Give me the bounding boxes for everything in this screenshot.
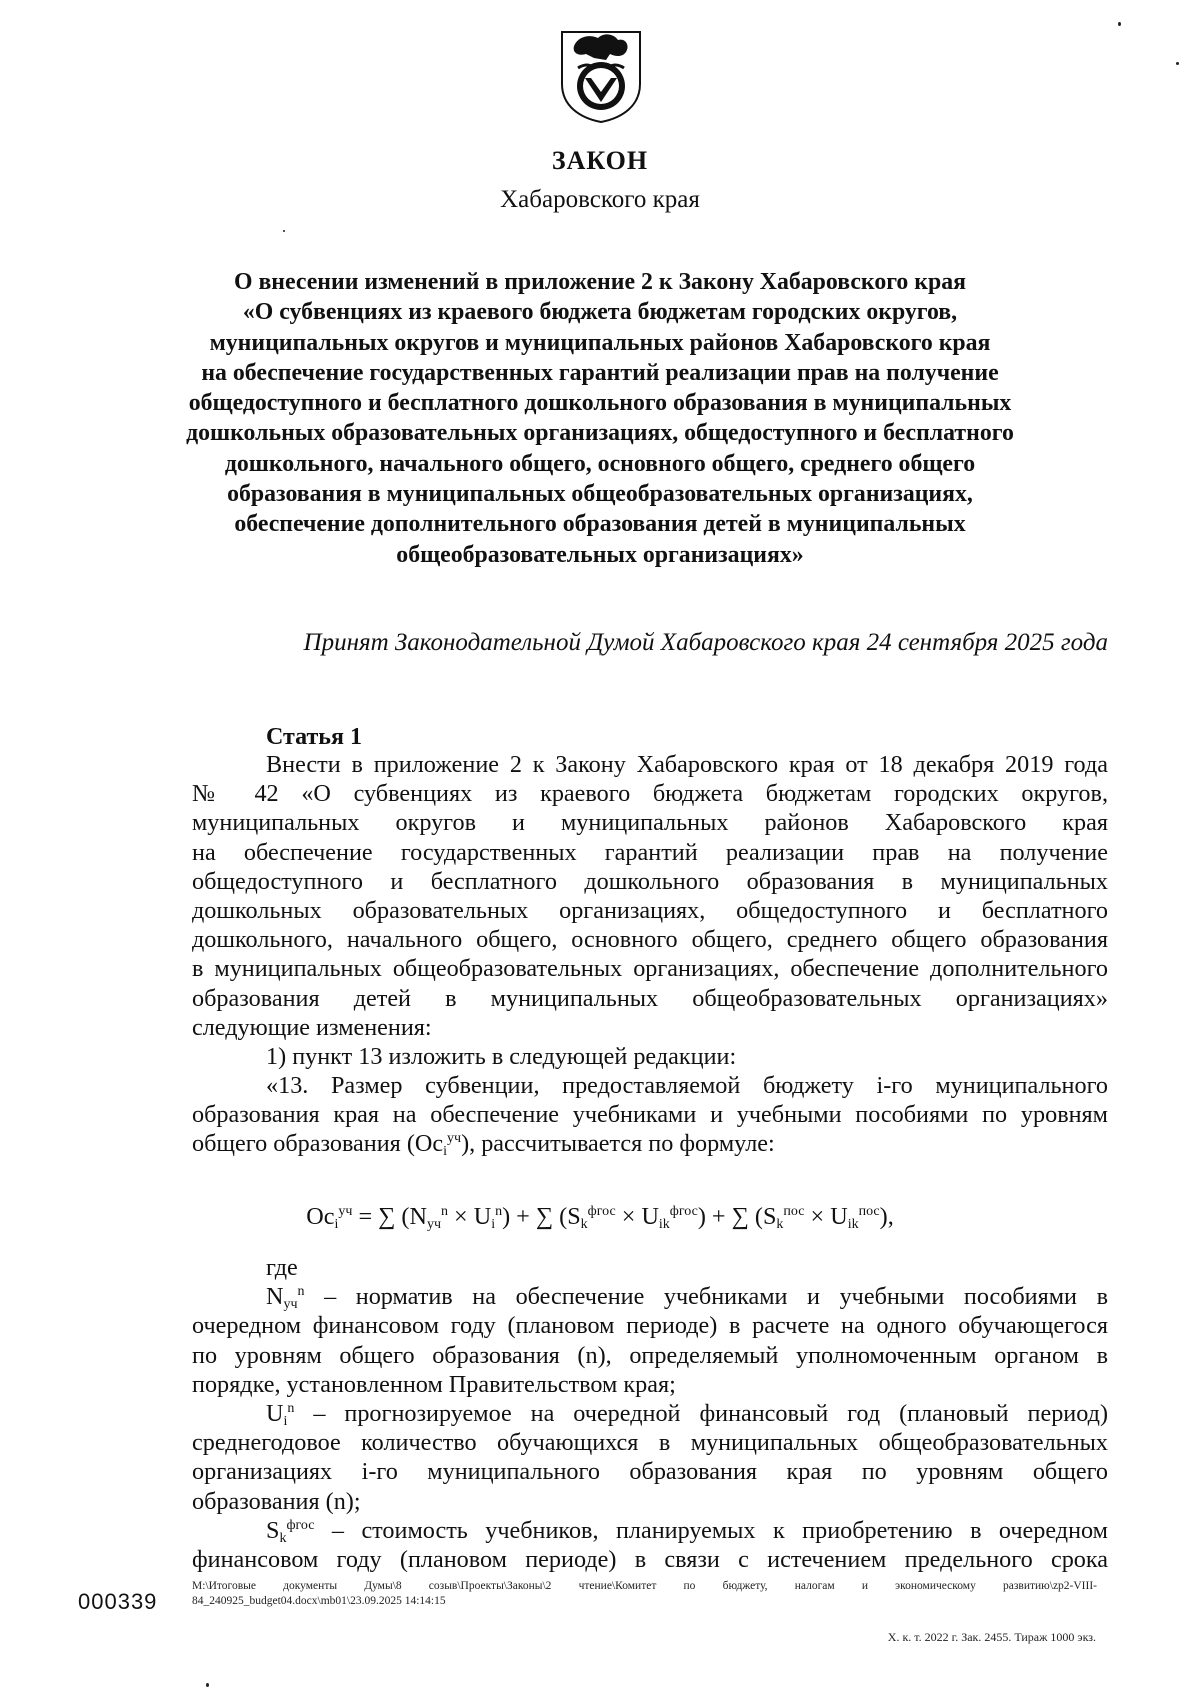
heading-line: дошкольного, начального общего, основного общего, среднего общего <box>224 450 976 477</box>
heading-line: дошкольных образовательных организациях, общедоступного и бесплатного <box>186 420 1014 447</box>
definition-line: образования (n); <box>192 1487 361 1515</box>
heading-line: общеобразовательных организациях» <box>396 541 804 568</box>
heading-line: на обеспечение государственных гарантий реализации прав на получение <box>201 359 999 386</box>
law-region: Хабаровского края <box>500 186 700 213</box>
article-line: «13. Размер субвенции, предоставляемой бюджету i-го муниципального <box>266 1072 1108 1100</box>
law-heading <box>150 267 1050 570</box>
definition-line: среднегодовое количество обучающихся в муниципальных общеобразовательных <box>192 1429 1108 1457</box>
definition-s-first: $S_k^{фгос}$ – стоимость учебников, планируемых к приобретению в очередном <box>266 1516 1108 1546</box>
article-line: образования края на обеспечение учебниками и учебными пособиями по уровням <box>192 1101 1108 1129</box>
definitions <box>192 1253 1108 1574</box>
subvention-formula: $Ос_i^{уч}$ = ∑ $(N_{уч}^n \times U_i^n)$ + ∑ $(S_k^{фгос} \times U_{ik}^{фгос})$ + ∑ $(S_k^{пос} \times U_{ik}^{пос})$, <box>306 1203 894 1232</box>
file-path <box>192 1579 1097 1609</box>
file-path-line: M:\Итоговые документы Думы\8 созыв\Проекты\Законы\2 чтение\Комитет по бюджету, налогам и экономическому развитию\zp2-VIII- <box>192 1580 1097 1592</box>
formula-intro-line: общего образования $(Ос_i^{уч})$, рассчитывается по формуле: <box>192 1130 775 1160</box>
article-line: образования детей в муниципальных общеобразовательных организациях» <box>192 984 1108 1012</box>
heading-line: О внесении изменений в приложение 2 к Закону Хабаровского края <box>233 269 966 295</box>
article-line: в муниципальных общеобразовательных организациях, обеспечение дополнительного <box>192 955 1108 983</box>
print-info: Х. к. т. 2022 г. Зак. 2455. Тираж 1000 экз. <box>887 1630 1096 1644</box>
article-line: Внести в приложение 2 к Закону Хабаровского края от 18 декабря 2019 года <box>266 751 1108 778</box>
article-line: дошкольного, начального общего, основного общего, среднего общего образования <box>192 926 1108 954</box>
article-line: 1) пункт 13 изложить в следующей редакции: <box>266 1042 737 1070</box>
definition-line: очередном финансовом году (плановом периоде) в расчете на одного обучающегося <box>192 1312 1108 1340</box>
file-path-line: 84_240925_budget04.docx\mb01\23.09.2025 14:14:15 <box>192 1595 446 1607</box>
heading-line: муниципальных округов и муниципальных районов Хабаровского края <box>209 329 991 356</box>
article-line: муниципальных округов и муниципальных районов Хабаровского края <box>192 809 1108 837</box>
scan-speck <box>206 1683 209 1687</box>
adoption-note: Принят Законодательной Думой Хабаровского края 24 сентября 2025 года <box>303 629 1108 656</box>
scan-speck <box>1176 62 1179 65</box>
article-line: на обеспечение государственных гарантий реализации прав на получение <box>192 838 1108 866</box>
article-line: общедоступного и бесплатного дошкольного образования в муниципальных <box>192 867 1108 895</box>
definition-u-first: $U_i^n$ – прогнозируемое на очередной финансовый год (плановый период) <box>266 1399 1108 1429</box>
law-title: ЗАКОН <box>551 146 649 175</box>
article-line: следующие изменения: <box>192 1013 432 1041</box>
article-line: дошкольных образовательных организациях, общедоступного и бесплатного <box>192 896 1108 924</box>
coat-of-arms-emblem <box>556 28 646 124</box>
article-body <box>192 750 1108 1159</box>
definition-line: порядке, установленном Правительством края; <box>192 1370 676 1398</box>
document-number: 000339 <box>78 1589 158 1614</box>
article-title: Статья 1 <box>266 724 362 750</box>
heading-line: «О субвенциях из краевого бюджета бюджетам городских округов, <box>242 299 958 326</box>
heading-line: обеспечение дополнительного образования детей в муниципальных <box>234 511 966 538</box>
article-line: № 42 «О субвенциях из краевого бюджета бюджетам городских округов, <box>192 780 1108 808</box>
scan-speck <box>283 230 285 232</box>
definition-line: организациях i-го муниципального образования края по уровням общего <box>192 1458 1108 1486</box>
heading-line: образования в муниципальных общеобразовательных организациях, <box>227 481 973 508</box>
where-label: где <box>266 1254 298 1281</box>
definition-line: финансовом году (плановом периоде) в связи с истечением предельного срока <box>192 1545 1108 1573</box>
scan-speck <box>1118 22 1121 26</box>
definition-line: по уровням общего образования (n), определяемый уполномоченным органом в <box>192 1341 1108 1369</box>
definition-n-first: $N_{уч}^n$ – норматив на обеспечение учебниками и учебными пособиями в <box>266 1283 1108 1313</box>
heading-line: общедоступного и бесплатного дошкольного образования в муниципальных <box>188 390 1012 417</box>
